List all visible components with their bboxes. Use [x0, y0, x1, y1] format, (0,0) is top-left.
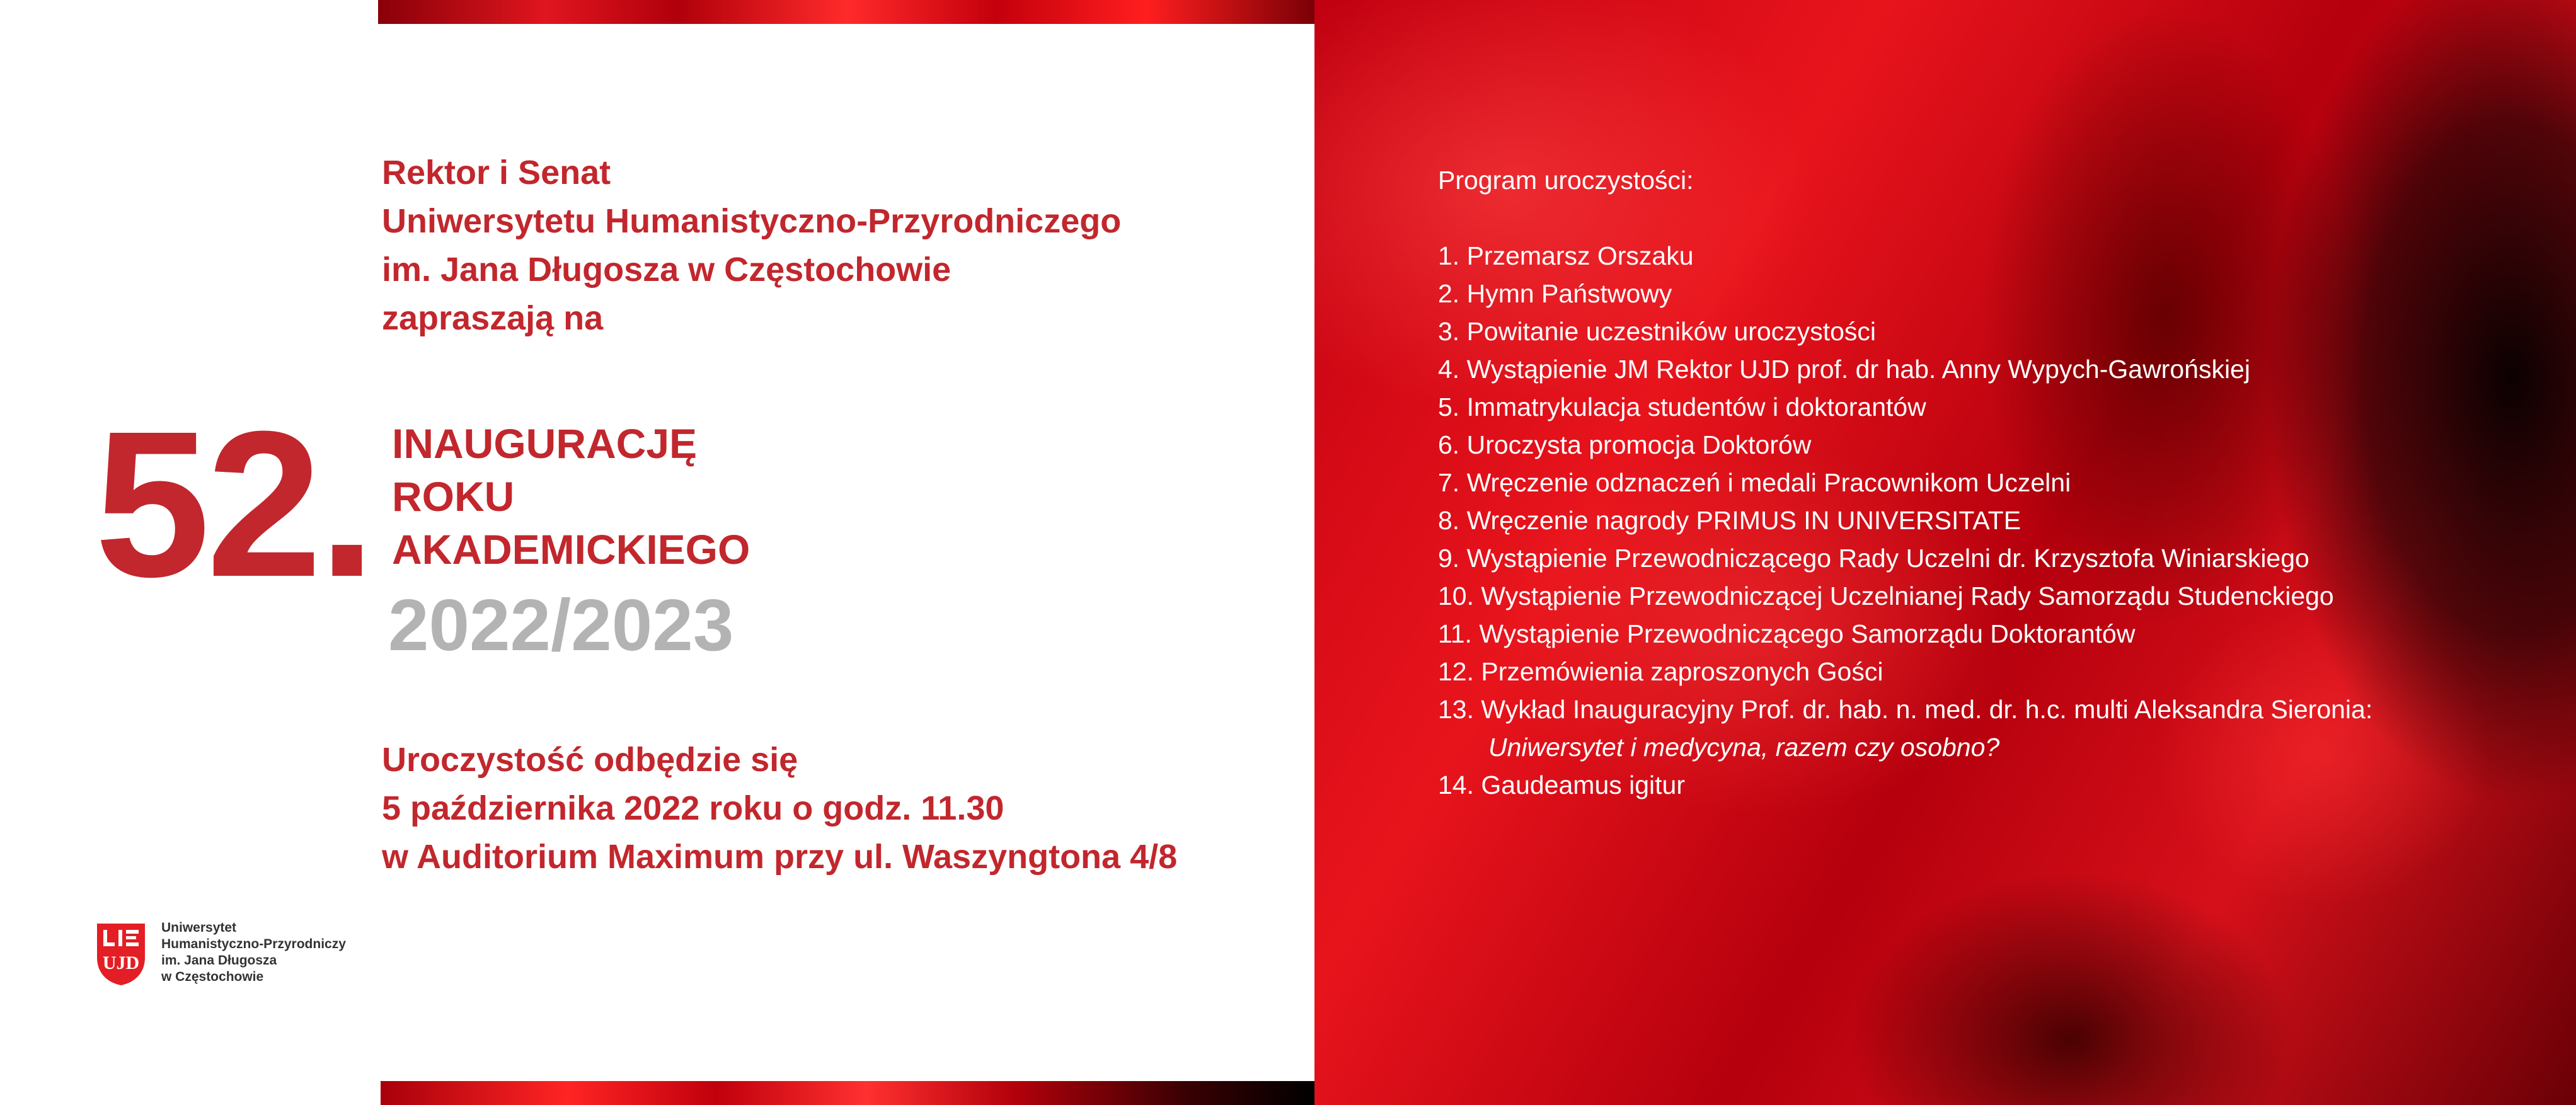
- program-heading: Program uroczystości:: [1438, 166, 1694, 195]
- program-panel: [1314, 0, 2576, 1105]
- title-line: ROKU: [392, 473, 515, 520]
- program-item: 8. Wręczenie nagrody PRIMUS IN UNIVERSITATE: [1438, 506, 2021, 535]
- logo-text-line: Humanistyczno-Przyrodniczy: [161, 937, 346, 951]
- lecture-title: Uniwersytet i medycyna, razem czy osobno?: [1488, 733, 2000, 762]
- program-item: 3. Powitanie uczestników uroczystości: [1438, 317, 1877, 346]
- program-item: 12. Przemówienia zaproszonych Gości: [1438, 657, 1883, 686]
- intro-line: zapraszają na: [382, 299, 604, 337]
- title-line: INAUGURACJĘ: [392, 420, 698, 467]
- event-line: 5 października 2022 roku o godz. 11.30: [382, 789, 1004, 827]
- logo-text-line: Uniwersytet: [161, 920, 237, 935]
- program-item: 1. Przemarsz Orszaku: [1438, 241, 1694, 270]
- program-item: 2. Hymn Państwowy: [1438, 279, 1672, 308]
- program-item: 6. Uroczysta promocja Doktorów: [1438, 430, 1812, 459]
- event-line: w Auditorium Maximum przy ul. Waszyngtona 4/8: [382, 838, 1178, 876]
- top-decorative-strip: [378, 0, 1314, 24]
- program-item: 14. Gaudeamus igitur: [1438, 770, 1686, 799]
- academic-year: 2022/2023: [388, 584, 734, 666]
- university-shield-icon: [95, 921, 147, 987]
- intro-line: Rektor i Senat: [382, 154, 611, 192]
- logo-text-line: w Częstochowie: [161, 970, 264, 984]
- intro-line: im. Jana Długosza w Częstochowie: [382, 251, 952, 289]
- event-title: [392, 417, 750, 576]
- program-item: 13. Wykład Inauguracyjny Prof. dr. hab. n. med. dr. h.c. multi Aleksandra Sieronia:: [1438, 695, 2373, 724]
- edition-number: 52.: [95, 387, 372, 620]
- bottom-decorative-strip: [381, 1081, 1314, 1105]
- invitation-intro: [382, 149, 1121, 343]
- program-item: 4. Wystąpienie JM Rektor UJD prof. dr hab. Anny Wypych-Gawrońskiej: [1438, 355, 2250, 384]
- program-item: 5. Immatrykulacja studentów i doktorantów: [1438, 392, 1926, 421]
- title-line: AKADEMICKIEGO: [392, 526, 750, 573]
- program-item: 11. Wystąpienie Przewodniczącego Samorządu Doktorantów: [1438, 619, 2136, 648]
- emblem-letters: UJD: [102, 953, 140, 973]
- intro-line: Uniwersytetu Humanistyczno-Przyrodniczego: [382, 202, 1122, 240]
- event-line: Uroczystość odbędzie się: [382, 741, 798, 779]
- logo-text-line: im. Jana Długosza: [161, 953, 277, 968]
- program-item: 9. Wystąpienie Przewodniczącego Rady Uczelni dr. Krzysztofa Winiarskiego: [1438, 544, 2309, 573]
- university-logo-text: [161, 920, 346, 985]
- program-item: 7. Wręczenie odznaczeń i medali Pracownikom Uczelni: [1438, 468, 2071, 497]
- program-item: 10. Wystąpienie Przewodniczącej Uczelnianej Rady Samorządu Studenckiego: [1438, 581, 2334, 610]
- event-details: [382, 736, 1177, 881]
- program-list: [1438, 161, 2372, 804]
